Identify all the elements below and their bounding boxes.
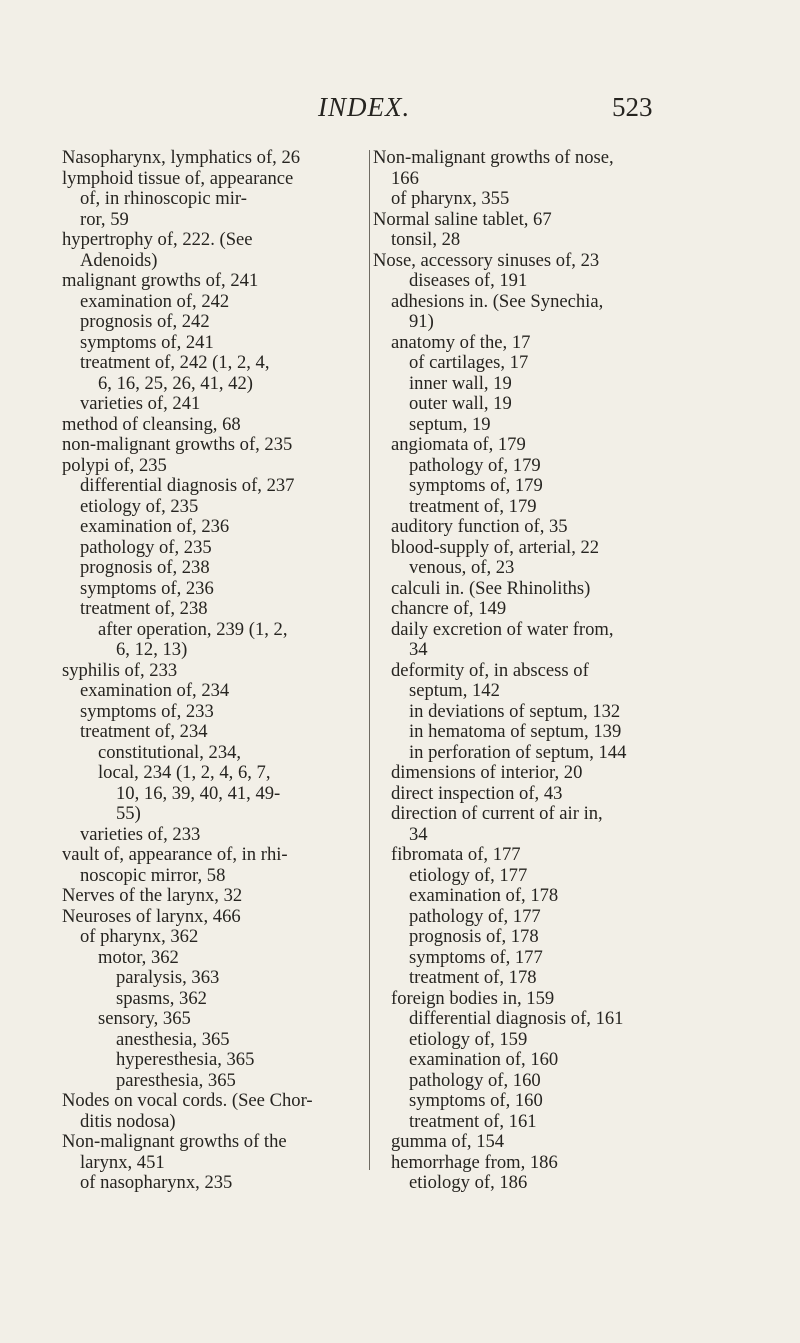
index-entry: Nodes on vocal cords. (See Chor-	[62, 1090, 313, 1111]
index-entry: Normal saline tablet, 67	[373, 208, 552, 230]
index-entry: chancre of, 149	[391, 598, 507, 619]
index-entry: syphilis of, 233	[62, 659, 178, 681]
index-entry: prognosis of, 178	[409, 926, 539, 947]
index-entry: examination of, 236	[80, 516, 230, 537]
index-entry: symptoms of, 233	[80, 700, 214, 722]
index-entry: gumma of, 154	[391, 1131, 505, 1152]
index-entry: adhesions in. (See Synechia,	[391, 290, 604, 312]
index-entry: inner wall, 19	[409, 372, 512, 394]
index-entry: symptoms of, 177	[409, 946, 543, 968]
index-entry: venous, of, 23	[409, 557, 515, 578]
index-entry: treatment of, 238	[80, 598, 208, 619]
index-entry: 34	[409, 639, 428, 660]
index-entry: etiology of, 177	[409, 864, 528, 886]
index-entry: hemorrhage from, 186	[391, 1151, 558, 1173]
index-entry: 6, 16, 25, 26, 41, 42)	[98, 372, 253, 394]
index-entry: outer wall, 19	[409, 393, 512, 414]
index-entry: of pharynx, 355	[391, 188, 510, 209]
index-entry: Nose, accessory sinuses of, 23	[373, 249, 600, 271]
column-divider	[369, 150, 370, 1170]
index-entry: septum, 19	[409, 413, 491, 435]
index-entry: of cartilages, 17	[409, 352, 529, 373]
index-entry: paresthesia, 365	[116, 1069, 236, 1091]
index-entry: hyperesthesia, 365	[116, 1049, 255, 1070]
index-entry: treatment of, 161	[409, 1110, 537, 1132]
index-entry: calculi in. (See Rhinoliths)	[391, 577, 591, 599]
index-entry: treatment of, 234	[80, 721, 208, 742]
index-entry: lymphoid tissue of, appearance	[62, 167, 294, 189]
index-entry: treatment of, 242 (1, 2, 4,	[80, 352, 270, 373]
page-title: INDEX.	[318, 92, 411, 122]
index-entry: etiology of, 186	[409, 1172, 528, 1193]
index-entry: spasms, 362	[116, 987, 207, 1009]
index-entry: sensory, 365	[98, 1008, 191, 1029]
index-entry: 91)	[409, 311, 434, 332]
index-entry: constitutional, 234,	[98, 741, 242, 763]
index-entry: 34	[409, 823, 428, 845]
index-entry: anatomy of the, 17	[391, 331, 531, 353]
index-entry: direct inspection of, 43	[391, 782, 563, 804]
index-entry: symptoms of, 179	[409, 475, 543, 496]
index-entry: prognosis of, 238	[80, 557, 210, 578]
page-number: 523	[612, 92, 653, 122]
index-entry: fibromata of, 177	[391, 844, 521, 865]
index-entry: symptoms of, 236	[80, 577, 214, 599]
index-entry: etiology of, 159	[409, 1028, 528, 1050]
index-entry: treatment of, 178	[409, 967, 537, 988]
index-entry: polypi of, 235	[62, 454, 167, 476]
index-entry: in hematoma of septum, 139	[409, 721, 622, 742]
index-entry: daily excretion of water from,	[391, 618, 614, 640]
index-entry: anesthesia, 365	[116, 1028, 230, 1050]
index-entry: of pharynx, 362	[80, 926, 199, 947]
index-entry: in deviations of septum, 132	[409, 700, 621, 722]
index-entry: method of cleansing, 68	[62, 413, 241, 435]
index-entry: hypertrophy of, 222. (See	[62, 229, 253, 250]
page-header	[0, 92, 800, 132]
index-entry: ditis nodosa)	[80, 1110, 176, 1132]
index-entry: larynx, 451	[80, 1151, 165, 1173]
index-entry: local, 234 (1, 2, 4, 6, 7,	[98, 762, 271, 783]
index-entry: pathology of, 179	[409, 454, 541, 476]
index-entry: auditory function of, 35	[391, 516, 568, 537]
index-entry: 55)	[116, 803, 141, 824]
index-entry: tonsil, 28	[391, 229, 461, 250]
index-entry: differential diagnosis of, 161	[409, 1008, 624, 1029]
index-entry: angiomata of, 179	[391, 434, 526, 455]
index-entry: foreign bodies in, 159	[391, 987, 555, 1009]
index-entry: examination of, 178	[409, 885, 559, 906]
index-entry: in perforation of septum, 144	[409, 741, 627, 763]
index-entry: Nasopharynx, lymphatics of, 26	[62, 147, 301, 168]
index-column-right	[373, 148, 691, 1194]
index-entry: etiology of, 235	[80, 495, 199, 517]
index-entry: 166	[391, 167, 419, 189]
index-entry: Adenoids)	[80, 249, 158, 271]
index-entry: of nasopharynx, 235	[80, 1172, 233, 1193]
index-entry: malignant growths of, 241	[62, 270, 259, 291]
index-entry: dimensions of interior, 20	[391, 762, 583, 783]
index-entry: symptoms of, 241	[80, 331, 214, 353]
index-entry: varieties of, 241	[80, 393, 201, 414]
index-entry: ror, 59	[80, 208, 129, 230]
index-entry: diseases of, 191	[409, 270, 528, 291]
index-entry: symptoms of, 160	[409, 1090, 543, 1111]
index-entry: septum, 142	[409, 680, 500, 701]
index-entry: pathology of, 160	[409, 1069, 541, 1091]
index-entry: vault of, appearance of, in rhi-	[62, 844, 288, 865]
index-entry: 10, 16, 39, 40, 41, 49-	[116, 782, 281, 804]
index-entry: blood-supply of, arterial, 22	[391, 536, 600, 558]
index-entry: pathology of, 177	[409, 905, 541, 927]
index-entry: non-malignant growths of, 235	[62, 434, 293, 455]
index-entry: direction of current of air in,	[391, 803, 603, 824]
index-entry: 6, 12, 13)	[116, 639, 188, 660]
index-entry: treatment of, 179	[409, 495, 537, 517]
index-entry: Nerves of the larynx, 32	[62, 885, 243, 906]
index-entry: examination of, 160	[409, 1049, 559, 1070]
index-entry: of, in rhinoscopic mir-	[80, 188, 247, 209]
index-entry: Neuroses of larynx, 466	[62, 905, 241, 927]
index-entry: prognosis of, 242	[80, 311, 210, 332]
index-entry: noscopic mirror, 58	[80, 864, 226, 886]
index-entry: deformity of, in abscess of	[391, 659, 589, 681]
index-entry: Non-malignant growths of nose,	[373, 147, 614, 168]
index-entry: motor, 362	[98, 946, 179, 968]
index-entry: differential diagnosis of, 237	[80, 475, 295, 496]
index-entry: pathology of, 235	[80, 536, 212, 558]
index-entry: Non-malignant growths of the	[62, 1131, 287, 1152]
index-entry: varieties of, 233	[80, 823, 201, 845]
index-entry: after operation, 239 (1, 2,	[98, 618, 288, 640]
index-entry: examination of, 234	[80, 680, 230, 701]
index-column-left	[62, 148, 362, 1194]
index-entry: examination of, 242	[80, 290, 230, 312]
index-entry: paralysis, 363	[116, 967, 220, 988]
